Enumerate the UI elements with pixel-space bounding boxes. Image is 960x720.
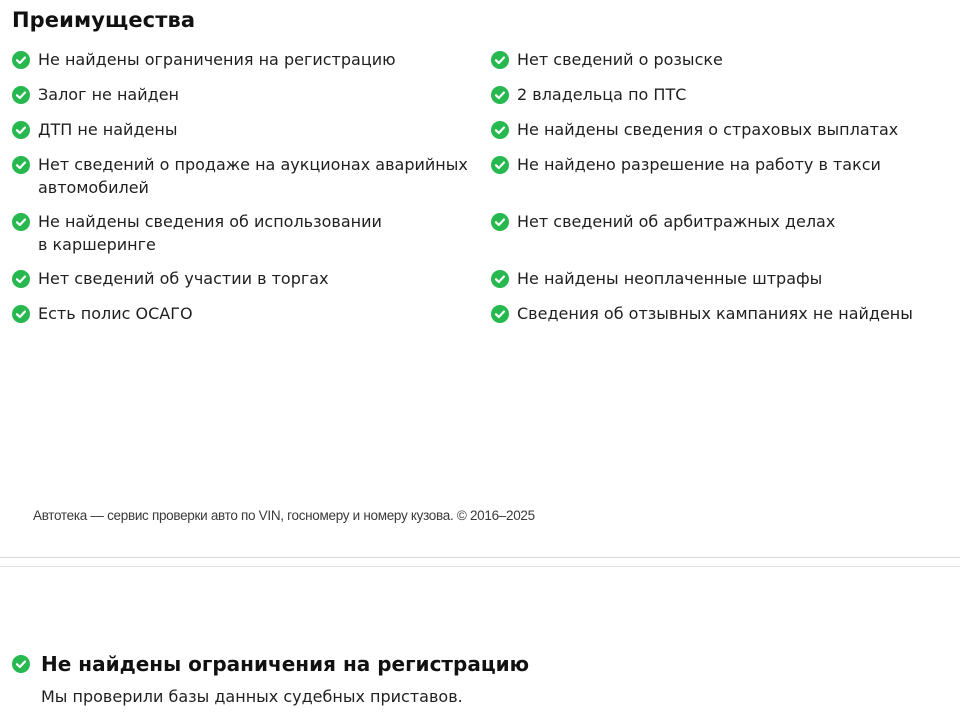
- advantage-item: [491, 83, 951, 118]
- advantage-item: [12, 118, 482, 153]
- advantage-item: [12, 83, 482, 118]
- detail-description: Мы проверили базы данных судебных приставов.: [41, 687, 463, 706]
- advantage-label: Нет сведений об арбитражных делах: [517, 212, 836, 231]
- divider: [0, 557, 960, 558]
- check-circle-icon: [12, 121, 30, 139]
- advantage-item: [12, 267, 482, 302]
- advantage-label: Нет сведений о розыске: [517, 50, 723, 69]
- check-circle-icon: [12, 86, 30, 104]
- advantage-item: [491, 48, 951, 83]
- detail-title: Не найдены ограничения на регистрацию: [41, 652, 530, 676]
- advantage-item: [12, 210, 482, 267]
- check-circle-icon: [12, 51, 30, 69]
- advantage-label-line: в каршеринге: [38, 235, 156, 254]
- advantage-item: [12, 302, 482, 337]
- advantage-label: Не найдено разрешение на работу в такси: [517, 155, 881, 174]
- advantage-item: [491, 210, 951, 267]
- check-circle-icon: [12, 213, 30, 231]
- check-circle-icon: [12, 655, 30, 673]
- detail-header: [12, 652, 529, 676]
- advantage-item: [491, 118, 951, 153]
- advantage-label: [38, 153, 468, 199]
- advantage-label-line: Нет сведений о продаже на аукционах аварийных: [38, 155, 468, 174]
- advantage-label: Нет сведений об участии в торгах: [38, 269, 329, 288]
- advantage-label-line: Не найдены сведения об использовании: [38, 212, 382, 231]
- advantage-label-line: автомобилей: [38, 178, 149, 197]
- divider: [0, 566, 960, 567]
- check-circle-icon: [491, 270, 509, 288]
- check-circle-icon: [491, 86, 509, 104]
- advantage-label: [38, 210, 382, 256]
- advantage-label: 2 владельца по ПТС: [517, 85, 687, 104]
- advantage-item: [12, 153, 482, 210]
- advantage-label: ДТП не найдены: [38, 120, 178, 139]
- section-title: Преимущества: [12, 8, 196, 32]
- advantage-label: Есть полис ОСАГО: [38, 304, 193, 323]
- check-circle-icon: [491, 305, 509, 323]
- check-circle-icon: [491, 51, 509, 69]
- advantage-label: Не найдены ограничения на регистрацию: [38, 50, 396, 69]
- advantages-list-left: [12, 48, 482, 337]
- check-circle-icon: [491, 156, 509, 174]
- advantage-item: [491, 153, 951, 210]
- footer-copyright: Автотека — сервис проверки авто по VIN, госномеру и номеру кузова. © 2016–2025: [33, 508, 535, 523]
- check-circle-icon: [491, 121, 509, 139]
- advantage-item: [12, 48, 482, 83]
- check-circle-icon: [491, 213, 509, 231]
- advantage-label: Не найдены сведения о страховых выплатах: [517, 120, 899, 139]
- check-circle-icon: [12, 156, 30, 174]
- advantage-item: [491, 302, 951, 337]
- advantage-item: [491, 267, 951, 302]
- check-circle-icon: [12, 270, 30, 288]
- advantage-label: Не найдены неоплаченные штрафы: [517, 269, 823, 288]
- advantage-label: Залог не найден: [38, 85, 179, 104]
- advantage-label: Сведения об отзывных кампаниях не найдены: [517, 304, 913, 323]
- advantages-list-right: [491, 48, 951, 337]
- check-circle-icon: [12, 305, 30, 323]
